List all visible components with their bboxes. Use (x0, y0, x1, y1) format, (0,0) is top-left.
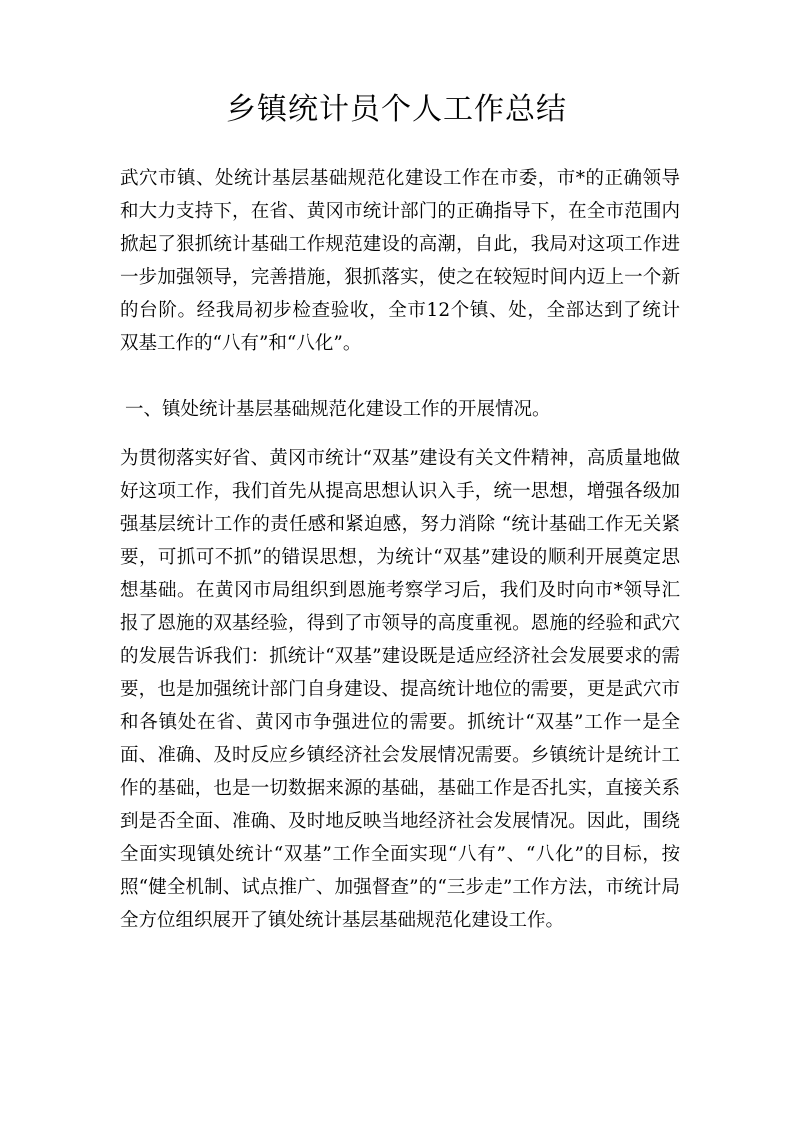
paragraph-section-1-body: 为贯彻落实好省、黄冈市统计“双基”建设有关文件精神，高质量地做好这项工作，我们首先从提高思想认识入手，统一思想，增强各级加强基层统计工作的责任感和紧迫感，努力消除 “统计基础工作无关紧要，可抓可不抓”的错误思想，为统计“双基”建设的顺利开展奠定思想基础。在黄冈市局组织到恩施考察学习后，我们及时向市*领导汇报了恩施的双基经验，得到了市领导的高度重视。恩施的经验和武穴的发展告诉我们：抓统计“双基”建设既是适应经济社会发展要求的需要，也是加强统计部门自身建设、提高统计地位的需要，更是武穴市和各镇处在省、黄冈市争强进位的需要。抓统计“双基”工作一是全面、准确、及时反应乡镇经济社会发展情况需要。乡镇统计是统计工作的基础，也是一切数据来源的基础，基础工作是否扎实，直接关系到是否全面、准确、及时地反映当地经济社会发展情况。因此，围绕全面实现镇处统计“双基”工作全面实现“八有”、“八化”的目标，按照“健全机制、试点推广、加强督查”的“三步走”工作方法，市统计局全方位组织展开了镇处统计基层基础规范化建设工作。 (120, 448, 680, 931)
section-heading-1: 一、镇处统计基层基础规范化建设工作的开展情况。 (125, 399, 551, 420)
paragraph-intro: 武穴市镇、处统计基层基础规范化建设工作在市委，市*的正确领导和大力支持下，在省、黄冈市统计部门的正确指导下，在全市范围内掀起了狠抓统计基础工作规范建设的高潮，自此，我局对这项工作进一步加强领导，完善措施，狠抓落实，使之在较短时间内迈上一个新的台阶。经我局初步检查验收，全市12个镇、处，全部达到了统计双基工作的“八有”和“八化”。 (120, 168, 680, 354)
document-title: 乡镇统计员个人工作总结 (226, 92, 567, 127)
